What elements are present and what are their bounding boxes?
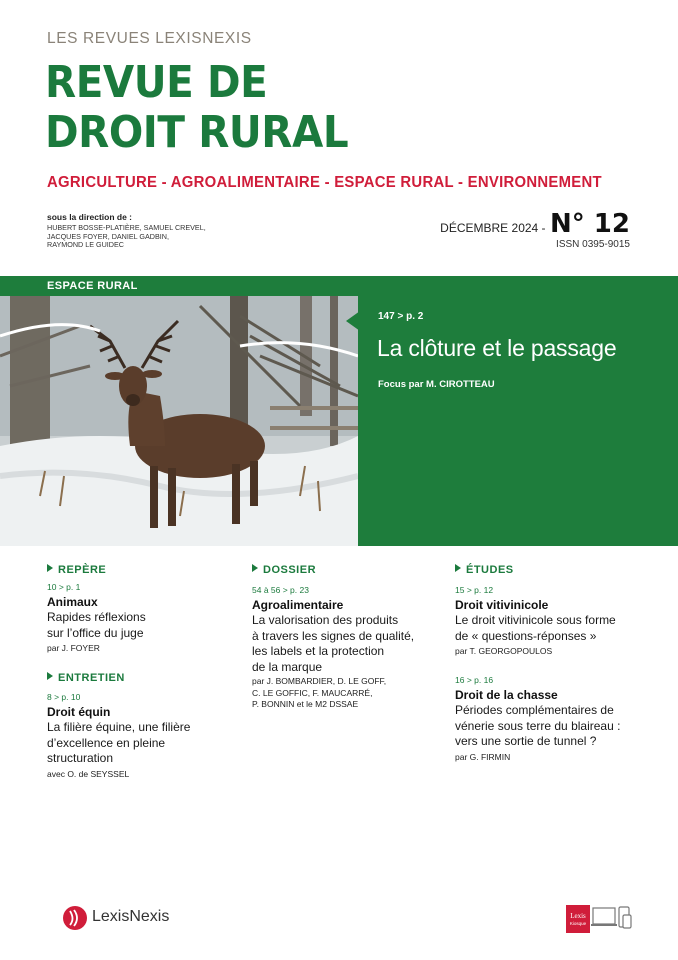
issue-info (440, 209, 630, 239)
issn: ISSN 0395-9015 (556, 239, 630, 250)
section-entretien: ENTRETIEN (47, 672, 125, 684)
deer-photo (0, 296, 358, 546)
entretien-ref: 8 > p. 10 (47, 692, 81, 702)
feature-pointer (346, 311, 360, 331)
repere-author: par J. FOYER (47, 643, 100, 653)
lexis-kiosque-icon (566, 905, 632, 938)
etudes-item2-text: Périodes complémentaires de vénerie sous terre du blaireau : vers une sortie de tunnel ? (455, 703, 621, 748)
deer-illustration (0, 296, 358, 546)
directors-list: HUBERT BOSSE-PLATIÈRE, SAMUEL CREVEL, JACQUES FOYER, DANIEL GADBIN, RAYMOND LE GUIDEC (47, 223, 206, 250)
section-repere: REPÈRE (47, 564, 106, 576)
entretien-title: Droit équin (47, 705, 111, 719)
repere-title: Animaux (47, 595, 98, 609)
etudes-item1-text: Le droit vitivinicole sous forme de « questions-réponses » (455, 613, 616, 643)
journal-title-line1: REVUE DE (45, 57, 268, 108)
repere-ref: 10 > p. 1 (47, 582, 81, 592)
dossier-ref: 54 à 56 > p. 23 (252, 585, 309, 595)
etudes-item2-ref: 16 > p. 16 (455, 675, 494, 685)
feature-ref: 147 > p. 2 (378, 311, 424, 322)
etudes-item1-ref: 15 > p. 12 (455, 585, 494, 595)
feature-title: La clôture et le passage (377, 335, 617, 361)
kiosk-text-line2: Kiosque (569, 921, 587, 926)
lexisnexis-logo-icon (62, 905, 88, 931)
triangle-icon (252, 564, 258, 572)
publisher-label: LES REVUES LEXISNEXIS (47, 30, 252, 47)
triangle-icon (47, 672, 53, 680)
dossier-text: La valorisation des produits à travers les signes de qualité, les labels et la protection de la marque (252, 613, 415, 674)
direction-label: sous la direction de : (47, 212, 133, 222)
lexisnexis-logo-text: LexisNexis (92, 908, 170, 925)
journal-title-line2: DROIT RURAL (45, 107, 349, 158)
etudes-item2-title: Droit de la chasse (455, 688, 558, 702)
feature-section-label: ESPACE RURAL (47, 280, 138, 292)
section-etudes: ÉTUDES (455, 564, 514, 576)
etudes-item1-author: par T. GEORGOPOULOS (455, 646, 553, 656)
repere-text: Rapides réflexions sur l’office du juge (47, 610, 146, 640)
journal-subtitle: AGRICULTURE - AGROALIMENTAIRE - ESPACE RURAL - ENVIRONNEMENT (47, 174, 602, 191)
triangle-icon (455, 564, 461, 572)
entretien-text: La filière équine, une filière d’excellence en pleine structuration (47, 720, 191, 765)
issue-date: DÉCEMBRE 2024 - (440, 221, 546, 235)
etudes-item1-title: Droit vitivinicole (455, 598, 549, 612)
entretien-author: avec O. de SEYSSEL (47, 769, 130, 779)
dossier-authors: par J. BOMBARDIER, D. LE GOFF, C. LE GOFFIC, F. MAUCARRÉ, P. BONNIN et le M2 DSSAE (252, 676, 387, 709)
triangle-icon (47, 564, 53, 572)
dossier-title: Agroalimentaire (252, 598, 344, 612)
feature-author: Focus par M. CIROTTEAU (378, 379, 495, 390)
section-dossier: DOSSIER (252, 564, 316, 576)
etudes-item2-author: par G. FIRMIN (455, 752, 511, 762)
kiosk-text-line1: Lexis (570, 912, 586, 920)
issue-number: N° 12 (550, 209, 630, 239)
